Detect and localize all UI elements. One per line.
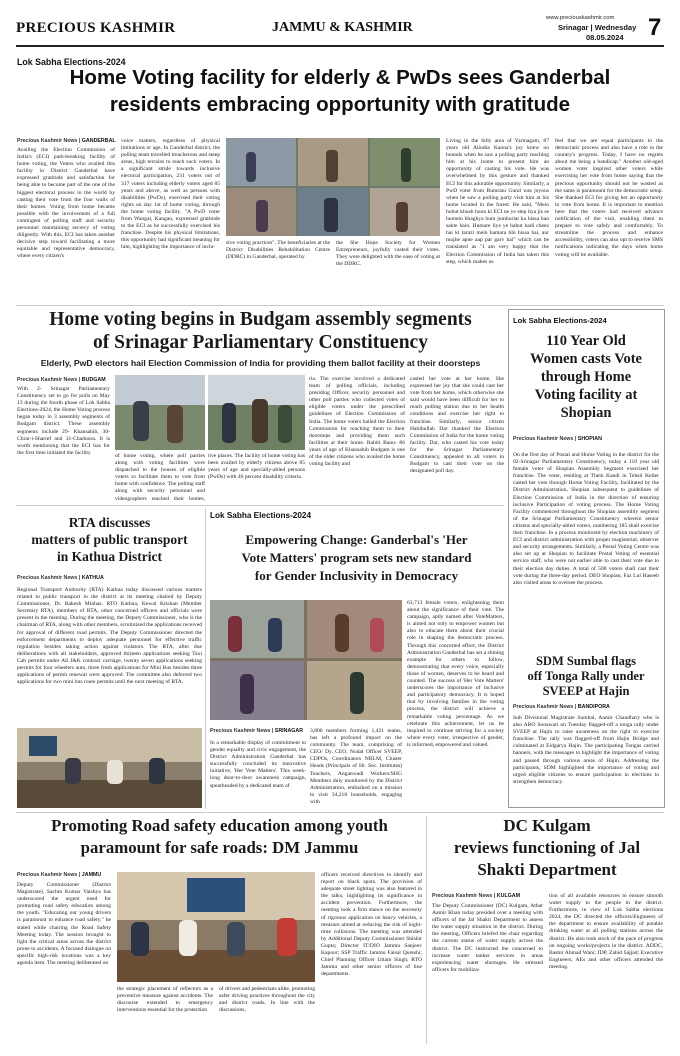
- photo-tile-1: [226, 138, 296, 186]
- divider: [16, 305, 664, 306]
- photo-figure-10: [252, 399, 268, 443]
- story1-col2: voice matters, regardless of physical limitations or age. In Ganderbal district, the polling team travelled treacherous and steep areas, high terrains to reach such voters. In a significant stride towards inclusive electoral participation, 231 voters out of 317 voters including elderly voters aged 85 years and above, as well as persons with disabilities (PwDs), exercised their voting rights on day 1st of home voting, through the home voting facility. "A PwD voter from Wangat, Kangan, expressed gratitude to the ECI as he successfully exercised his franchise. Despite his physical limitations, this opportunity had significant meaning for him, highlighting the importance of inclu-: [121, 138, 220, 251]
- story4-headline-line1: SDM Sumbal flags: [535, 654, 637, 668]
- story5-body: Regional Transport Authority (RTA) Kathua today discussed various matters related to public transport in the district at its meeting chaired by Deputy Commissioner, Dr. Rakesh Minhas. RTO Kathua, Kewal Krishan (Member Secretary RTA), members of RTA, other concerned officers and officials were present in the meeting. During the meeting, the Deputy Commissioner, who is the chairman of RTA, along with other members, scrutinized the applications received for approval of different road permits. The Deputy Commissioner directed the enforcement departments to deploy adequate personnel for effective traffic regulation besides taking action against violators. The RTA, after due deliberations with all stakeholders, approved thirteen applications seeking Taxi Cab permits under All J&K contract carriage, twenty seven applications seeking permits for four wheelers auto, three fresh applications for Mini Bus besides three applications of permit renewal were approved. The committee also deferred two applications for two mini bus route permits until the next meeting of RTA.: [17, 587, 202, 686]
- story2-byline: Precious Kashmir News | BUDGAM: [17, 377, 106, 383]
- story2-byline-location: BUDGAM: [81, 377, 106, 383]
- story1-headline-line2: residents embracing opportunity with gratitude: [109, 93, 571, 116]
- story6-headline-line1: Empowering Change: Ganderbal's 'Her: [245, 532, 468, 547]
- story6-headline-line2: Vote Matters' program sets new standard: [241, 550, 472, 565]
- photo-figure-7: [133, 401, 149, 441]
- story7-col2: the strategic placement of reflectors as a preventive measure against accidents. The discourse extended to emergency interventions essential for the protection: [117, 986, 213, 1014]
- story3-byline-location: SHOPIAN: [577, 436, 602, 442]
- story7-headline-line1: Promoting Road safety education among youth: [51, 816, 388, 835]
- story8-headline-line2: reviews functioning of Jal: [453, 838, 641, 857]
- photo-screen: [187, 878, 245, 912]
- photo-figure-1: [246, 152, 256, 182]
- photo-tile-7: [210, 600, 304, 658]
- story2-photo-right: [208, 375, 305, 450]
- story1-headline-line1: Home Voting facility for elderly & PwDs sees Ganderbal: [69, 66, 611, 89]
- story3-headline-line5: Shopian: [560, 405, 612, 421]
- story8-col1: The Deputy Commissioner (DC) Kulgam, Athar Aamir Khan today presided over a meeting with officers of the Jal Shakti Department to assess the water supply situation in the district. During the meeting, Officers briefed the chair regarding the current status of water supply across the district. The DC instructed the concerned to increase water tanker services in areas experiencing water shortages. He stressed officers for mobiliza-: [432, 903, 543, 973]
- story3-byline: Precious Kashmir News | SHOPIAN: [513, 436, 602, 442]
- photo-figure-24: [277, 918, 297, 956]
- story6-col1: In a remarkable display of commitment to gender equality and civic engagement, the District Administration Ganderbal has successfully concluded its innovative initiative, 'Her Vote Matters'. This week-long door-to-door awareness campaign, spearheaded by a dedicated team of: [210, 740, 306, 789]
- photo-figure-3: [401, 148, 411, 182]
- photo-figure-14: [149, 758, 165, 784]
- masthead-date: 08.05.2024: [586, 33, 624, 42]
- story2-headline-line2: of Srinagar Parliamentary Constituency: [93, 332, 428, 353]
- story6-col2: 3,800 members forming 1,421 teams, has left a profound impact on the community. The team, comprising of CEO/ Dy. CEO, Nodal Officer SVEEP, CDPOs, Coordinators NRLM, Cluster Heads (Principals of Hr. Sec. Institutes) Teachers, Anganwadi Workers/SHG Members duly monitored by the District Administration, embarked on a mission to visit 34,218 households, engaging with: [310, 728, 402, 805]
- divider: [16, 505, 504, 506]
- story1-col4-text: the She Hope Society for Women Entrepreneurs, joyfully casted their votes. They were delighted with the ease of voting at the DDRC.: [336, 240, 440, 268]
- story7-photo: [117, 872, 315, 982]
- divider: [426, 816, 427, 1044]
- story1-col6: feel that we are equal participants in the democratic process and also have a role in the country's progress. Today, I have no regrets about me being a handicap." Another old-aged women voter inspired other voters while exercising her vote from home saying that the precious opportunity should not be wasted as the same is paramount for the democratic setup. She thanked ECI for giving her an opportunity to vote from home. It is important to mention here that the voters had received advance notification of the visit, enabling them to prepare to vote safely and comfortably. To streamline the process and enhance accessibility, voters can also opt to receive SMS notifications indicating the days when home voting will be available.: [555, 138, 663, 258]
- story2-col5: casted her vote at her home. She expressed her joy that she could cast her vote from her home, which otherwise she said would have been difficult for her to reach polling station due to her health conditions and exercise her right to franchise. Similarly, senior citizen Habibullah Dar thanked the Election Commission of India for the home voting facility. Dar, who casted his vote today for the Srinagar Parliamentary Constituency, appealed to all voters in Budgam to cast their vote on the designated poll day.: [410, 376, 504, 475]
- story1-byline: Precious Kashmir News | GANDERBAL: [17, 138, 116, 144]
- story7-headline-line2: paramount for safe roads: DM Jammu: [80, 838, 359, 857]
- story5-byline-source: Precious Kashmir News: [17, 575, 78, 581]
- photo-figure-21: [131, 922, 149, 956]
- photo-figure-13: [107, 760, 123, 784]
- story5-byline: Precious Kashmir News | KATHUA: [17, 575, 104, 581]
- photo-figure-22: [179, 920, 197, 956]
- story3-body: On the first day of Postal and Home Voting in the district for the 02-Srinagar Parliamentary Constituency, today a 110 year old female voter of Shopian Assembly Segment exercised her franchise. The voter, residing at Thein Kandi in Tehsil Keller casted her vote through Home Voting Facility, facilitated by the District Administration, Shopian subsequent to guidelines of Election Commission of India in the direction of ensuring inclusive Participation of voting process. The Home Voting Facility commenced throughout the Shopian assembly segment of the Srinagar Parliamentary Constituency wherein senior citizens and specially-abled voters, numbering 185 shall exercise their franchise. In a process monitored by election machinery of ECI and district administration with proper magisterial, observer and security arrangements. Similarly, a Postal Voting Centre was also set up at Shopian to facilitate Postal Voting of essential service staff, who were not earlier able to cast their vote due to their election day duties. A total of 508 voters shall cast their vote during the three-day period. DEO Shopian, Faz Lul Haseeb also visited areas to oversee the process.: [513, 452, 659, 586]
- story8-byline: Precious Kashmir News | KULGAM: [432, 893, 521, 899]
- masthead-paper-name: PRECIOUS KASHMIR: [16, 20, 176, 36]
- photo-figure-2: [326, 150, 338, 182]
- photo-figure-5: [324, 198, 338, 232]
- story1-col1: Availing the Election Commission of India's (ECI) path-breaking facility of home voting, the Voters who availed this facility in District Ganderbal have expressed gratitude and satisfaction for being able to become part of the one of the biggest electoral process in the world by casting their vote from the four walls of their homes. Voting from home became possible with the involvement of a full contingent of polling staff and security personnel maintaining secrecy of voting diligently. With this, ECI has taken another decisive step toward facilitating a more equitable and representative democracy, where every citizen's: [17, 147, 115, 260]
- divider: [16, 812, 664, 813]
- photo-figure-9: [222, 403, 236, 443]
- story6-kicker: Lok Sabha Elections-2024: [210, 511, 312, 520]
- story8-headline-line1: DC Kulgam: [503, 816, 591, 835]
- story7-col4: officers received directives to identify and report on black spots. The provision of adequate street lighting was also featured in the talks, highlighting its significance in accident prevention. Furthermore, the meeting took a firm stance on the necessity of rigorous application on heavy vehicles, a measure aimed at reducing the risk of night-time collisions. The meeting was attended by Additional Deputy Commissioner Shishir Gupta; Director IT/DIO Jammu Sanjeev Kapoor; SSP Traffic Jammu Faisal Qureshi; Chief Planning Officer Uttam Singh; RTO Jammu and other senior officers of line departments.: [321, 872, 422, 978]
- photo-table: [17, 780, 202, 808]
- story7-byline-source: Precious Kashmir News: [17, 872, 78, 878]
- story1-kicker: Lok Sabha Elections-2024: [17, 57, 126, 67]
- photo-figure-20: [350, 672, 364, 714]
- photo-figure-18: [370, 618, 384, 652]
- story6-byline-source: Precious Kashmir News: [210, 728, 271, 734]
- story5-photo: [17, 728, 202, 808]
- story6-headline-line3: for Gender Inclusivity in Democracy: [254, 568, 459, 583]
- masthead-rule: [16, 45, 664, 47]
- story1-col5: Living in the hilly area of Yarmagam, 87 years old Alindia Kanna's joy knew no bounds when he saw a polling party reaching him at his home to present him an opportunity of casting his vote. He was overwhelmed by this gesture and thanked ECI for this adorable opportunity. Similarly, a PwD voter from Rumrani Gund was joyous when he saw a polling party visit him at his home located in the forest. He said, "Mein buhut khush hoon ki ECI ne ye step liya jis se humein bhaghya hum jumhuriat ka hissa ban sakte hain. Humare liye ye bahut badi cheez hai ki tarazi mein hamara bhi hissa hai, aur mujhe apne aap par garv hai" which can be translated as "I am very happy that the Election Commission of India has taken this step, which makes us: [446, 138, 549, 265]
- divider: [205, 509, 206, 809]
- story3-headline-line4: Voting facility at: [534, 387, 638, 403]
- story2-photo-left: [115, 375, 205, 450]
- story3-kicker: Lok Sabha Elections-2024: [513, 316, 607, 325]
- story6-byline: Precious Kashmir News | SRINAGAR: [210, 728, 304, 734]
- photo-figure-12: [65, 758, 81, 784]
- story8-byline-source: Precious Kashmir News: [432, 893, 493, 899]
- masthead: [16, 14, 664, 44]
- story7-byline: Precious Kashmir News | JAMMU: [17, 872, 102, 878]
- photo-tile-8: [307, 600, 402, 658]
- photo-figure-11: [278, 405, 292, 443]
- masthead-dateline: Srinagar | Wednesday: [558, 23, 637, 32]
- photo-figure-19: [240, 674, 254, 714]
- story4-byline: Precious Kashmir News | BANDIPORA: [513, 704, 610, 710]
- masthead-section: JAMMU & KASHMIR: [272, 20, 413, 35]
- story3-headline-line1: 110 Year Old: [546, 333, 626, 349]
- story2-col3-bottom: tive places. The facility of home voting has been availed by elderly citizens above 85 years of age and specially-abled persons (PwDs) with 40 percent disability criteria.: [208, 453, 305, 481]
- story1-col3-text: sive voting practices". The beneficiaries at the District Disabilities Rehabilitation Centre (DDRC) in Ganderbal, operated by: [226, 240, 330, 261]
- story6-byline-location: SRINAGAR: [274, 728, 304, 734]
- photo-screen: [29, 736, 57, 756]
- story2-col1: With 2- Srinagar Parliamentary Constituency set to go for polls on May 13 during the fourth phase of Lok Sabha Elections-2024, the Home Voting process began today in 3 assembly segments of Budgam district. These assembly segments include 29- Khansahib, 30- Chrar-i-Sharief and 31-Chadoora. It is worth mentioning that the ECI has for the first time initiated the facility: [17, 386, 110, 456]
- story2-headline-line1: Home voting begins in Budgam assembly segments: [49, 309, 472, 330]
- story4-byline-location: BANDIPORA: [577, 704, 610, 710]
- story4-headline-line2: off Tonga Rally under: [527, 669, 645, 683]
- photo-figure-6: [396, 202, 408, 232]
- story1-byline-source: Precious Kashmir News: [17, 138, 78, 144]
- masthead-website: www.preciouskashmir.com: [546, 15, 615, 21]
- story5-byline-location: KATHUA: [81, 575, 104, 581]
- story3-headline-line2: Women casts Vote: [530, 351, 642, 367]
- story8-headline-line3: Shakti Department: [477, 860, 617, 879]
- story5-headline-line2: matters of public transport: [31, 532, 188, 547]
- story4-byline-source: Precious Kashmir News: [513, 704, 574, 710]
- story3-headline-line3: through Home: [540, 369, 632, 385]
- story2-subhead: Elderly, PwD electors hail Election Commission of India for providing them ballot facility at their doorsteps: [40, 358, 481, 368]
- story2-col4: ria. The exercise involved a dedicated team of polling officials, including presiding Officer, security personnel and other poll parties who collected votes of eligible voters under the prescribed guidelines of Election Commission of India. The home voters hailed the Election Commission for reaching them to their doorsteps and providing them such facilities at their home. Rahiti Banu- 86 years of age of Khansahib Budgam is one of the older citizens who availed the home voting facility and: [309, 376, 405, 468]
- photo-figure-15: [228, 616, 242, 652]
- story7-col1: Deputy Commissioner (District Magistrate), Sachin Kumar Vaishya has underscored the urgent need for promoting road safety education among the youth. "Educating our young drivers is paramount to enhance road safety," he stated while chairing the Road Safety Meeting today. The session brought to light the critical areas across the district prone to accidents. A focused dialogue on specific high-risk locations was a key agenda item. The meeting deliberated on: [17, 882, 111, 967]
- story8-byline-location: KULGAM: [496, 893, 521, 899]
- page-number: 7: [648, 14, 662, 41]
- story6-photo-collage: [210, 600, 402, 720]
- story7-byline-location: JAMMU: [81, 872, 102, 878]
- photo-figure-17: [335, 614, 349, 652]
- story3-byline-source: Precious Kashmir News: [513, 436, 574, 442]
- story5-headline-line1: RTA discusses: [68, 515, 151, 530]
- photo-figure-16: [268, 618, 282, 652]
- story8-col2: tion of all available resources to ensure smooth water supply to the people in the district. Furthermore, in view of Lok Sabha elections 2024, the DC directed the officers/Engineers of the department to ensure availability of potable drinking water at all polling stations across the district. He also took stock of the pace of progress on ongoing works/projects in the district. ADDC, Bashir Ahmad Wani; JDP, Zahid Sajjad; Executive Engineers, AEs and other officers attended the meeting.: [549, 893, 663, 970]
- story6-col3: 63,713 female voters, enlightening them about the significance of their vote. The campaign, aptly named after VoteMatters, is aimed not only to empower women but also to educate them about their crucial role in shaping the democratic process. Through this concerted effort, the District Administration Ganderbal has set a shining example for others to follow, demonstrating that every voice, especially those of women, deserves to be heard and counted. The success of 'Her Vote Matters' underscores the importance of inclusive and participatory democracy. It is hoped that by involving families in the voting process, the district will achieve a remarkable voting percentage. As we celebrate this achievement, let us be inspired to continue striving for a society where every voter, irrespective of gender, is informed, empowered and valued.: [407, 600, 504, 748]
- story2-col2-bottom: of home voting, where poll parties along with voting facilities were dispatched to the houses of eligible voters to facilitate them to vote from home with confidence. The polling staff along with security personnel and videographers reached their homes,: [115, 453, 205, 501]
- story1-byline-location: GANDERBAL: [81, 138, 116, 144]
- story2-byline-source: Precious Kashmir News: [17, 377, 78, 383]
- photo-tile-9: [210, 661, 304, 720]
- story4-headline-line3: SVEEP at Hajin: [542, 684, 630, 698]
- story5-headline-line3: in Kathua District: [56, 549, 162, 564]
- story4-body: Sub Divisional Magistrate Sumbal, Aamir Chaudhary who is also ARO Sonawari on Tuesday flagged-off a tonga rally under SVEEP at Hajin to raise awareness on the right to exercise franchise. The rally was flagged-off from Hajin Bridge and culminated at Eidgarya Hajin. The participating Tongas carried banners, with the messages to highlight the importance of voting and passed through various areas of Hajin. Addressing the participants, SDM highlighted the importance of voting and urged eligible citizens to ensure participation in elections to strengthen democracy.: [513, 715, 659, 785]
- photo-figure-4: [256, 200, 268, 232]
- story7-col3: of drivers and pedestrians alike, promoting safer driving practices throughout the city and district roads. In line with the discussions,: [219, 986, 315, 1014]
- photo-figure-8: [167, 405, 183, 443]
- photo-figure-23: [227, 922, 245, 956]
- story1-photo-collage: [226, 138, 440, 236]
